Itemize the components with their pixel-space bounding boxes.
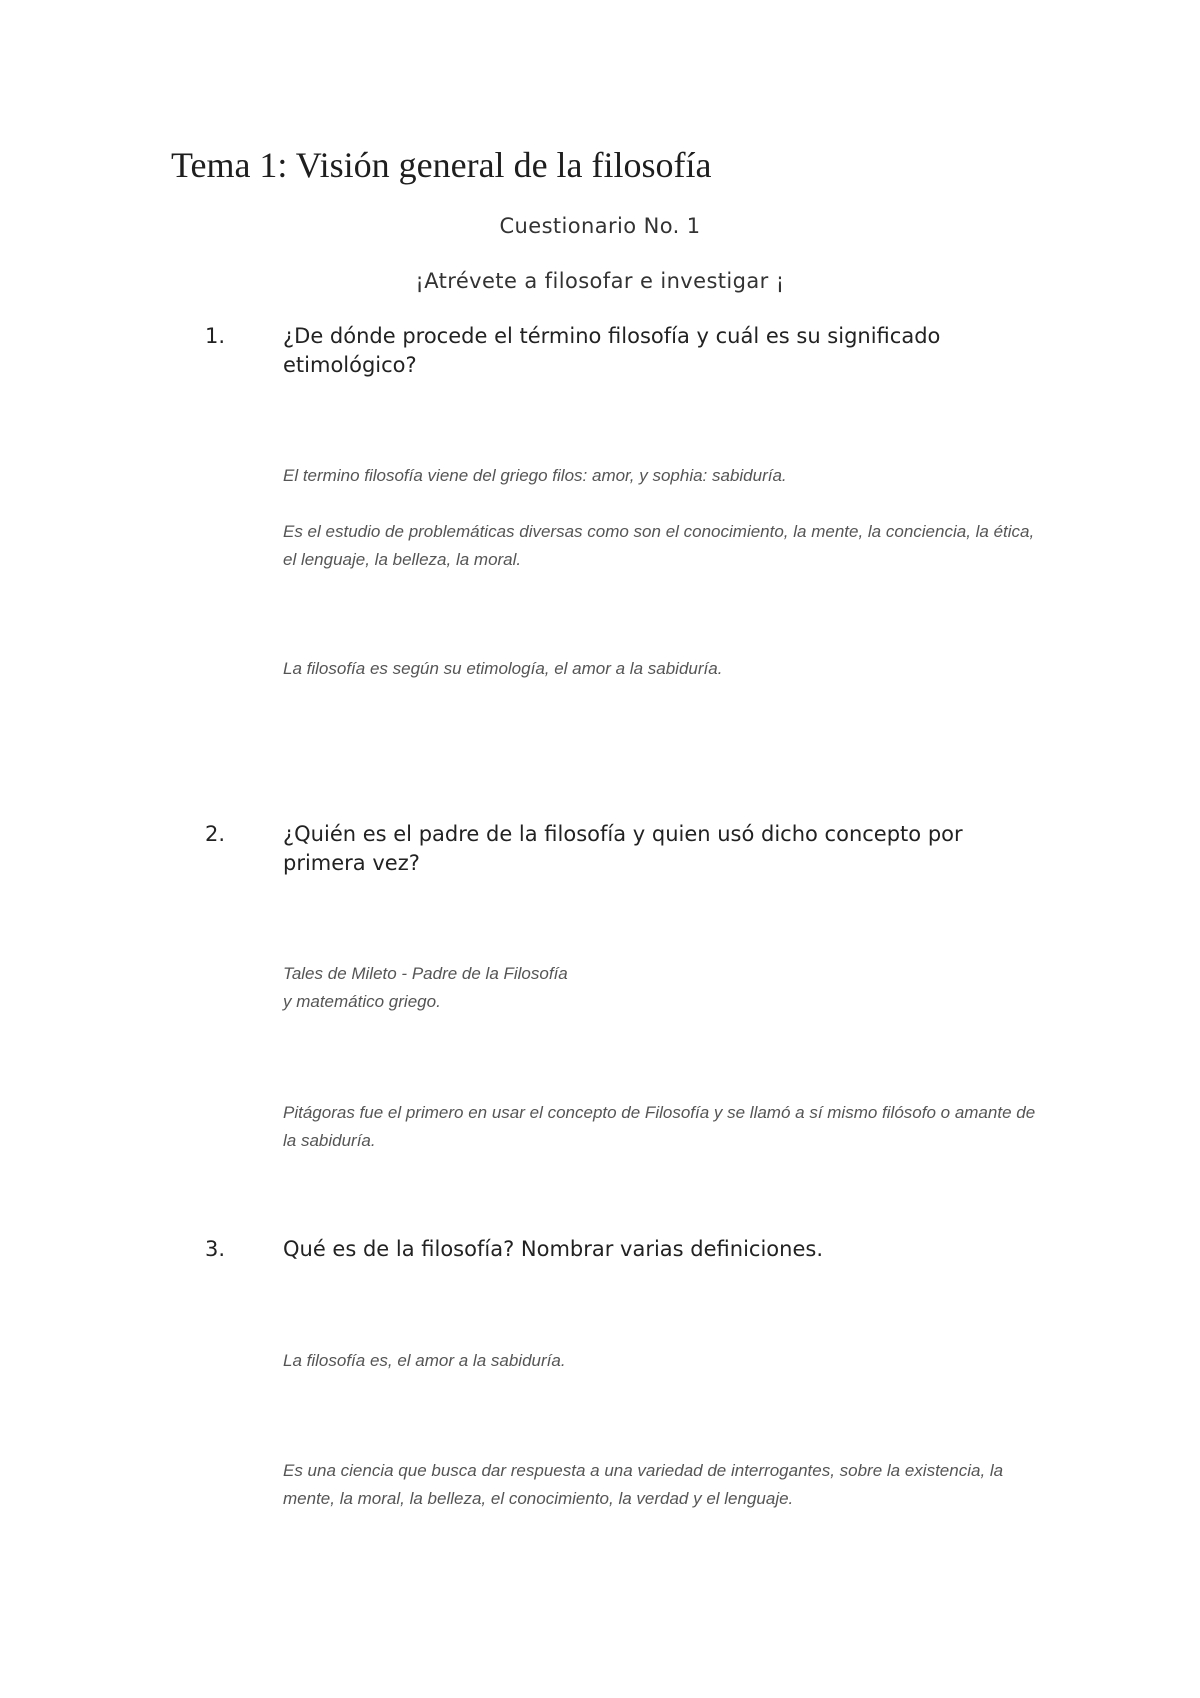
question-text: ¿De dónde procede el término filosofía y cuál es su significado etimológico? <box>283 324 941 377</box>
answer-paragraph: La filosofía es según su etimología, el amor a la sabiduría. <box>283 659 723 678</box>
answer-paragraph: Pitágoras fue el primero en usar el concepto de Filosofía y se llamó a sí mismo filósofo o amante de la sabiduría. <box>283 1103 1036 1150</box>
tagline: ¡Atrévete a filosofar e investigar ¡ <box>415 269 785 293</box>
page-title: Tema 1: Visión general de la filosofía <box>171 145 712 185</box>
answer-paragraph: Es una ciencia que busca dar respuesta a una variedad de interrogantes, sobre la existencia, la mente, la moral, la belleza, el conocimiento, la verdad y el lenguaje. <box>283 1461 1004 1508</box>
question-number: 2. <box>205 822 226 846</box>
answer-paragraph: El termino filosofía viene del griego filos: amor, y sophia: sabiduría. <box>283 466 787 485</box>
answer-paragraph: Es el estudio de problemáticas diversas como son el conocimiento, la mente, la conciencia, la ética, el lenguaje, la belleza, la moral. <box>283 522 1035 569</box>
question-text: ¿Quién es el padre de la filosofía y quien usó dicho concepto por primera vez? <box>283 822 963 875</box>
answer-paragraph: Tales de Mileto - Padre de la Filosofía y matemático griego. <box>283 964 568 1011</box>
question-text: Qué es de la filosofía? Nombrar varias definiciones. <box>283 1237 823 1261</box>
question-number: 3. <box>205 1237 226 1261</box>
question-number: 1. <box>205 324 226 348</box>
questionnaire-subtitle: Cuestionario No. 1 <box>499 214 701 238</box>
answer-paragraph: La filosofía es, el amor a la sabiduría. <box>283 1351 566 1370</box>
